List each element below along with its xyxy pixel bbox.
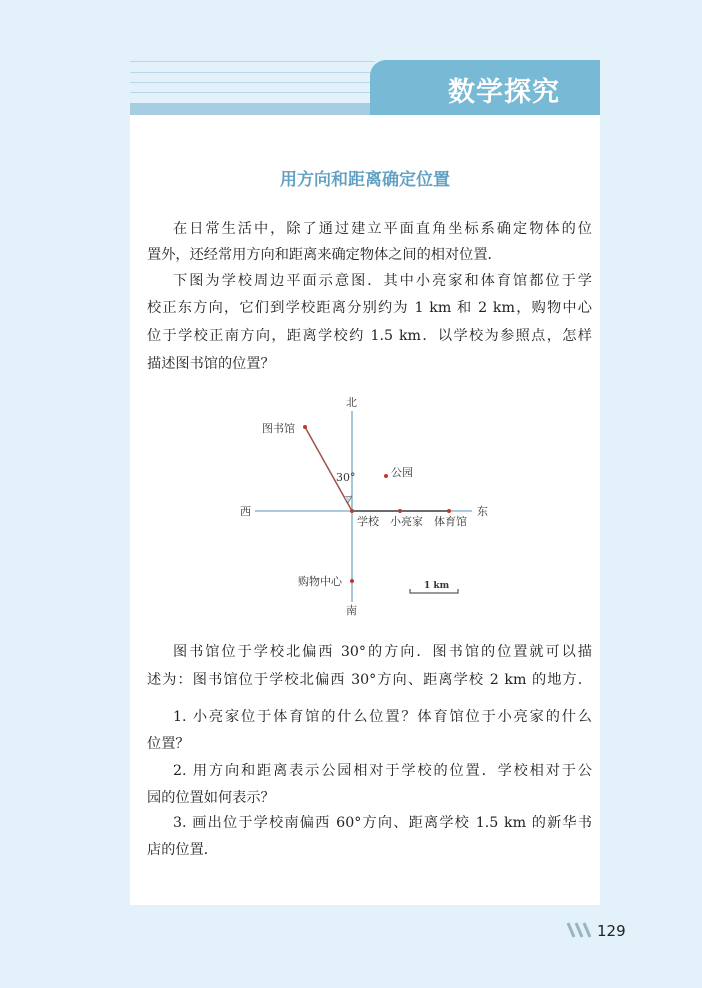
section-title: 数学探究 xyxy=(448,77,560,108)
text-line: 置外，还经常用方向和距离来确定物体之间的相对位置． xyxy=(147,247,502,263)
question-1: 1. 小亮家位于体育馆的什么位置？体育馆位于小亮家的什么 xyxy=(173,709,592,725)
scale-label: 1 km xyxy=(424,581,450,591)
label-park: 公园 xyxy=(391,466,413,479)
label-gym: 体育馆 xyxy=(434,515,467,528)
question-3: 3. 画出位于学校南偏西 60°方向、距离学校 1.5 km 的新华书 xyxy=(173,815,592,831)
text-line: 校正东方向，它们到学校距离分别约为 1 km 和 2 km，购物中心 xyxy=(147,300,592,316)
label-library: 图书馆 xyxy=(262,422,295,435)
text-line: 述为：图书馆位于学校北偏西 30°方向、距离学校 2 km 的地方． xyxy=(147,672,592,688)
label-angle: 30° xyxy=(336,471,356,484)
page-title: 用方向和距离确定位置 xyxy=(280,170,450,190)
text-line: 在日常生活中，除了通过建立平面直角坐标系确定物体的位 xyxy=(173,221,592,237)
library-point xyxy=(303,425,307,429)
label-school: 学校 xyxy=(357,515,379,528)
label-west: 西 xyxy=(240,505,251,518)
text-line: 下图为学校周边平面示意图．其中小亮家和体育馆都位于学 xyxy=(173,273,592,289)
page-number: 129 xyxy=(597,922,626,940)
school-point xyxy=(350,509,354,513)
question-2-cont: 园的位置如何表示？ xyxy=(147,790,275,806)
mall-point xyxy=(350,579,354,583)
text-line: 描述图书馆的位置？ xyxy=(147,356,275,372)
question-3-cont: 店的位置． xyxy=(147,842,218,858)
text-line: 图书馆位于学校北偏西 30°的方向．图书馆的位置就可以描 xyxy=(173,644,592,660)
text-line: 位于学校正南方向，距离学校约 1.5 km．以学校为参照点，怎样 xyxy=(147,328,592,344)
label-mall: 购物中心 xyxy=(298,575,342,588)
question-1-cont: 位置？ xyxy=(147,736,190,752)
label-north: 北 xyxy=(346,396,357,409)
label-east: 东 xyxy=(477,505,488,518)
gym-point xyxy=(447,509,451,513)
park-point xyxy=(384,474,388,478)
label-home: 小亮家 xyxy=(390,515,423,528)
page-decoration-icon xyxy=(566,921,594,939)
home-point xyxy=(398,509,402,513)
label-south: 南 xyxy=(346,604,357,617)
question-2: 2. 用方向和距离表示公园相对于学校的位置．学校相对于公 xyxy=(173,763,592,779)
